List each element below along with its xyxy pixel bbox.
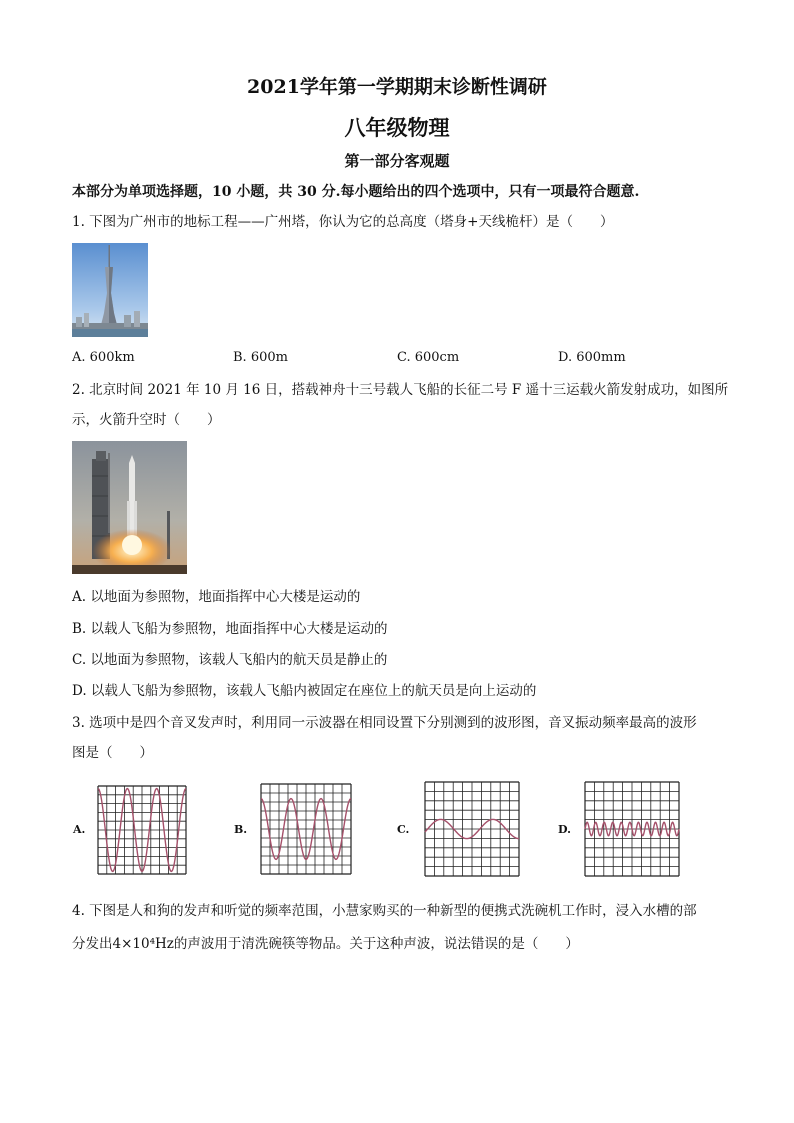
- q3-stem-line1: 3. 选项中是四个音叉发声时，利用同一示波器在相同设置下分别测到的波形图，音叉振动频率最高的波形: [72, 715, 697, 731]
- q1-option-c: C. 600cm: [397, 350, 460, 365]
- q3-label-a: A.: [73, 823, 86, 836]
- section-instructions: 本部分为单项选择题，10 小题，共 30 分.每小题给出的四个选项中，只有一项最符合题意.: [72, 184, 640, 200]
- q2-stem-line1: 2. 北京时间 2021 年 10 月 16 日，搭载神舟十三号载人飞船的长征二号 F 遥十三运载火箭发射成功，如图所: [72, 382, 729, 398]
- q2-option-c: C. 以地面为参照物，该载人飞船内的航天员是静止的: [72, 652, 388, 668]
- q1-option-d: D. 600mm: [558, 350, 626, 365]
- q2-option-d: D. 以载人飞船为参照物，该载人飞船内被固定在座位上的航天员是向上运动的: [72, 683, 537, 699]
- section-heading: 第一部分客观题: [344, 152, 450, 170]
- q3-stem-line2: 图是（ ）: [72, 745, 153, 761]
- q3-label-c: C.: [397, 823, 410, 836]
- waveform-b: [260, 783, 352, 875]
- q4-stem-line2: [72, 935, 732, 953]
- exam-title: 2021学年第一学期期末诊断性调研: [247, 76, 547, 98]
- q1-option-a: A. 600km: [72, 350, 135, 365]
- rocket-launch-photo: [72, 441, 187, 574]
- q4-stem-pre: 分发出: [72, 936, 113, 952]
- q2-option-a: A. 以地面为参照物，地面指挥中心大楼是运动的: [72, 589, 361, 605]
- q1-stem: 1. 下图为广州市的地标工程——广州塔，你认为它的总高度（塔身+天线桅杆）是（ ）: [72, 214, 614, 230]
- canton-tower-photo: [72, 243, 148, 337]
- q1-option-b: B. 600m: [233, 350, 288, 365]
- q4-stem-line1: 4. 下图是人和狗的发声和听觉的频率范围，小慧家购买的一种新型的便携式洗碗机工作时，浸入水槽的部: [72, 903, 697, 919]
- q3-label-b: B.: [234, 823, 248, 836]
- q2-option-b: B. 以载人飞船为参照物，地面指挥中心大楼是运动的: [72, 621, 388, 637]
- waveform-c: [424, 781, 520, 877]
- q3-label-d: D.: [558, 823, 571, 836]
- q4-stem-post: 的声波用于清洗碗筷等物品。关于这种声波，说法错误的是（ ）: [173, 936, 579, 952]
- exam-subtitle: 八年级物理: [344, 115, 450, 140]
- q4-frequency-formula: 4×10⁴Hz: [112, 936, 174, 952]
- waveform-d: [584, 781, 680, 877]
- waveform-a: [97, 785, 187, 875]
- q2-stem-line2: 示，火箭升空时（ ）: [72, 412, 221, 428]
